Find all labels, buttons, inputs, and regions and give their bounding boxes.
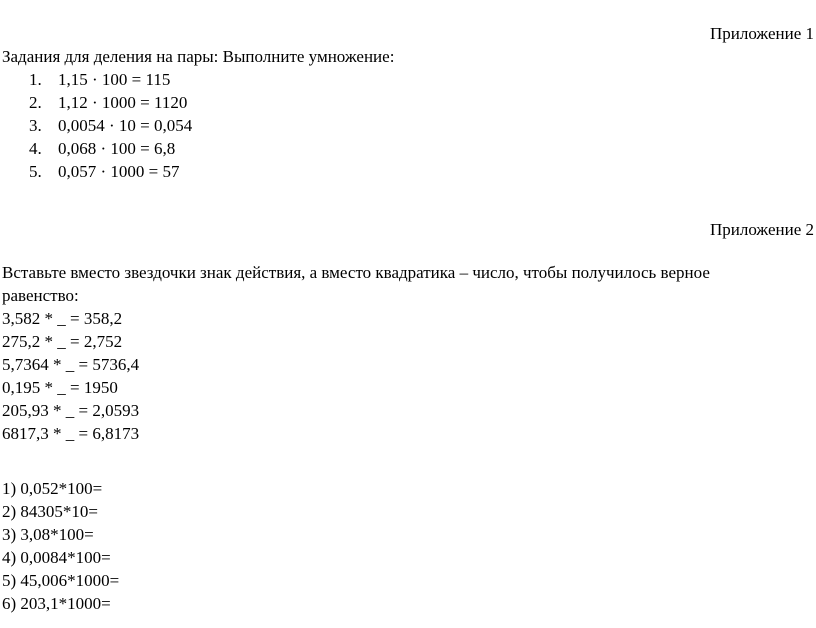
list-item-number: 3.: [29, 116, 42, 135]
list-item-number: 1.: [29, 70, 42, 89]
exercise: 6) 203,1*1000=: [2, 594, 111, 613]
equation: 3,582 * _ = 358,2: [2, 309, 123, 328]
exercise: 4) 0,0084*100=: [2, 548, 111, 567]
exercise: 5) 45,006*1000=: [2, 571, 120, 590]
appendix-1-task: Задания для деления на пары: Выполните умножение:: [2, 47, 395, 66]
list-item-number: 2.: [29, 93, 42, 112]
equation: 0,195 * _ = 1950: [2, 378, 118, 397]
equation: 205,93 * _ = 2,0593: [2, 401, 140, 420]
list-item-number: 4.: [29, 139, 42, 158]
list-item: 1,15 · 100 = 115: [58, 70, 171, 89]
equation: 5,7364 * _ = 5736,4: [2, 355, 140, 374]
equation: 6817,3 * _ = 6,8173: [2, 424, 140, 443]
appendix-2-task-line-2: равенство:: [2, 286, 79, 305]
appendix-2-label: Приложение 2: [710, 220, 814, 239]
appendix-2-task-line-1: Вставьте вместо звездочки знак действия, а вместо квадратика – число, чтобы получилось верное: [2, 263, 710, 282]
list-item: 1,12 · 1000 = 1120: [58, 93, 188, 112]
equation: 275,2 * _ = 2,752: [2, 332, 123, 351]
list-item: 0,057 · 1000 = 57: [58, 162, 180, 181]
exercise: 2) 84305*10=: [2, 502, 98, 521]
list-item: 0,068 · 100 = 6,8: [58, 139, 176, 158]
list-item: 0,0054 · 10 = 0,054: [58, 116, 193, 135]
list-item-number: 5.: [29, 162, 42, 181]
exercise: 1) 0,052*100=: [2, 479, 103, 498]
appendix-1-label: Приложение 1: [710, 24, 814, 43]
exercise: 3) 3,08*100=: [2, 525, 94, 544]
